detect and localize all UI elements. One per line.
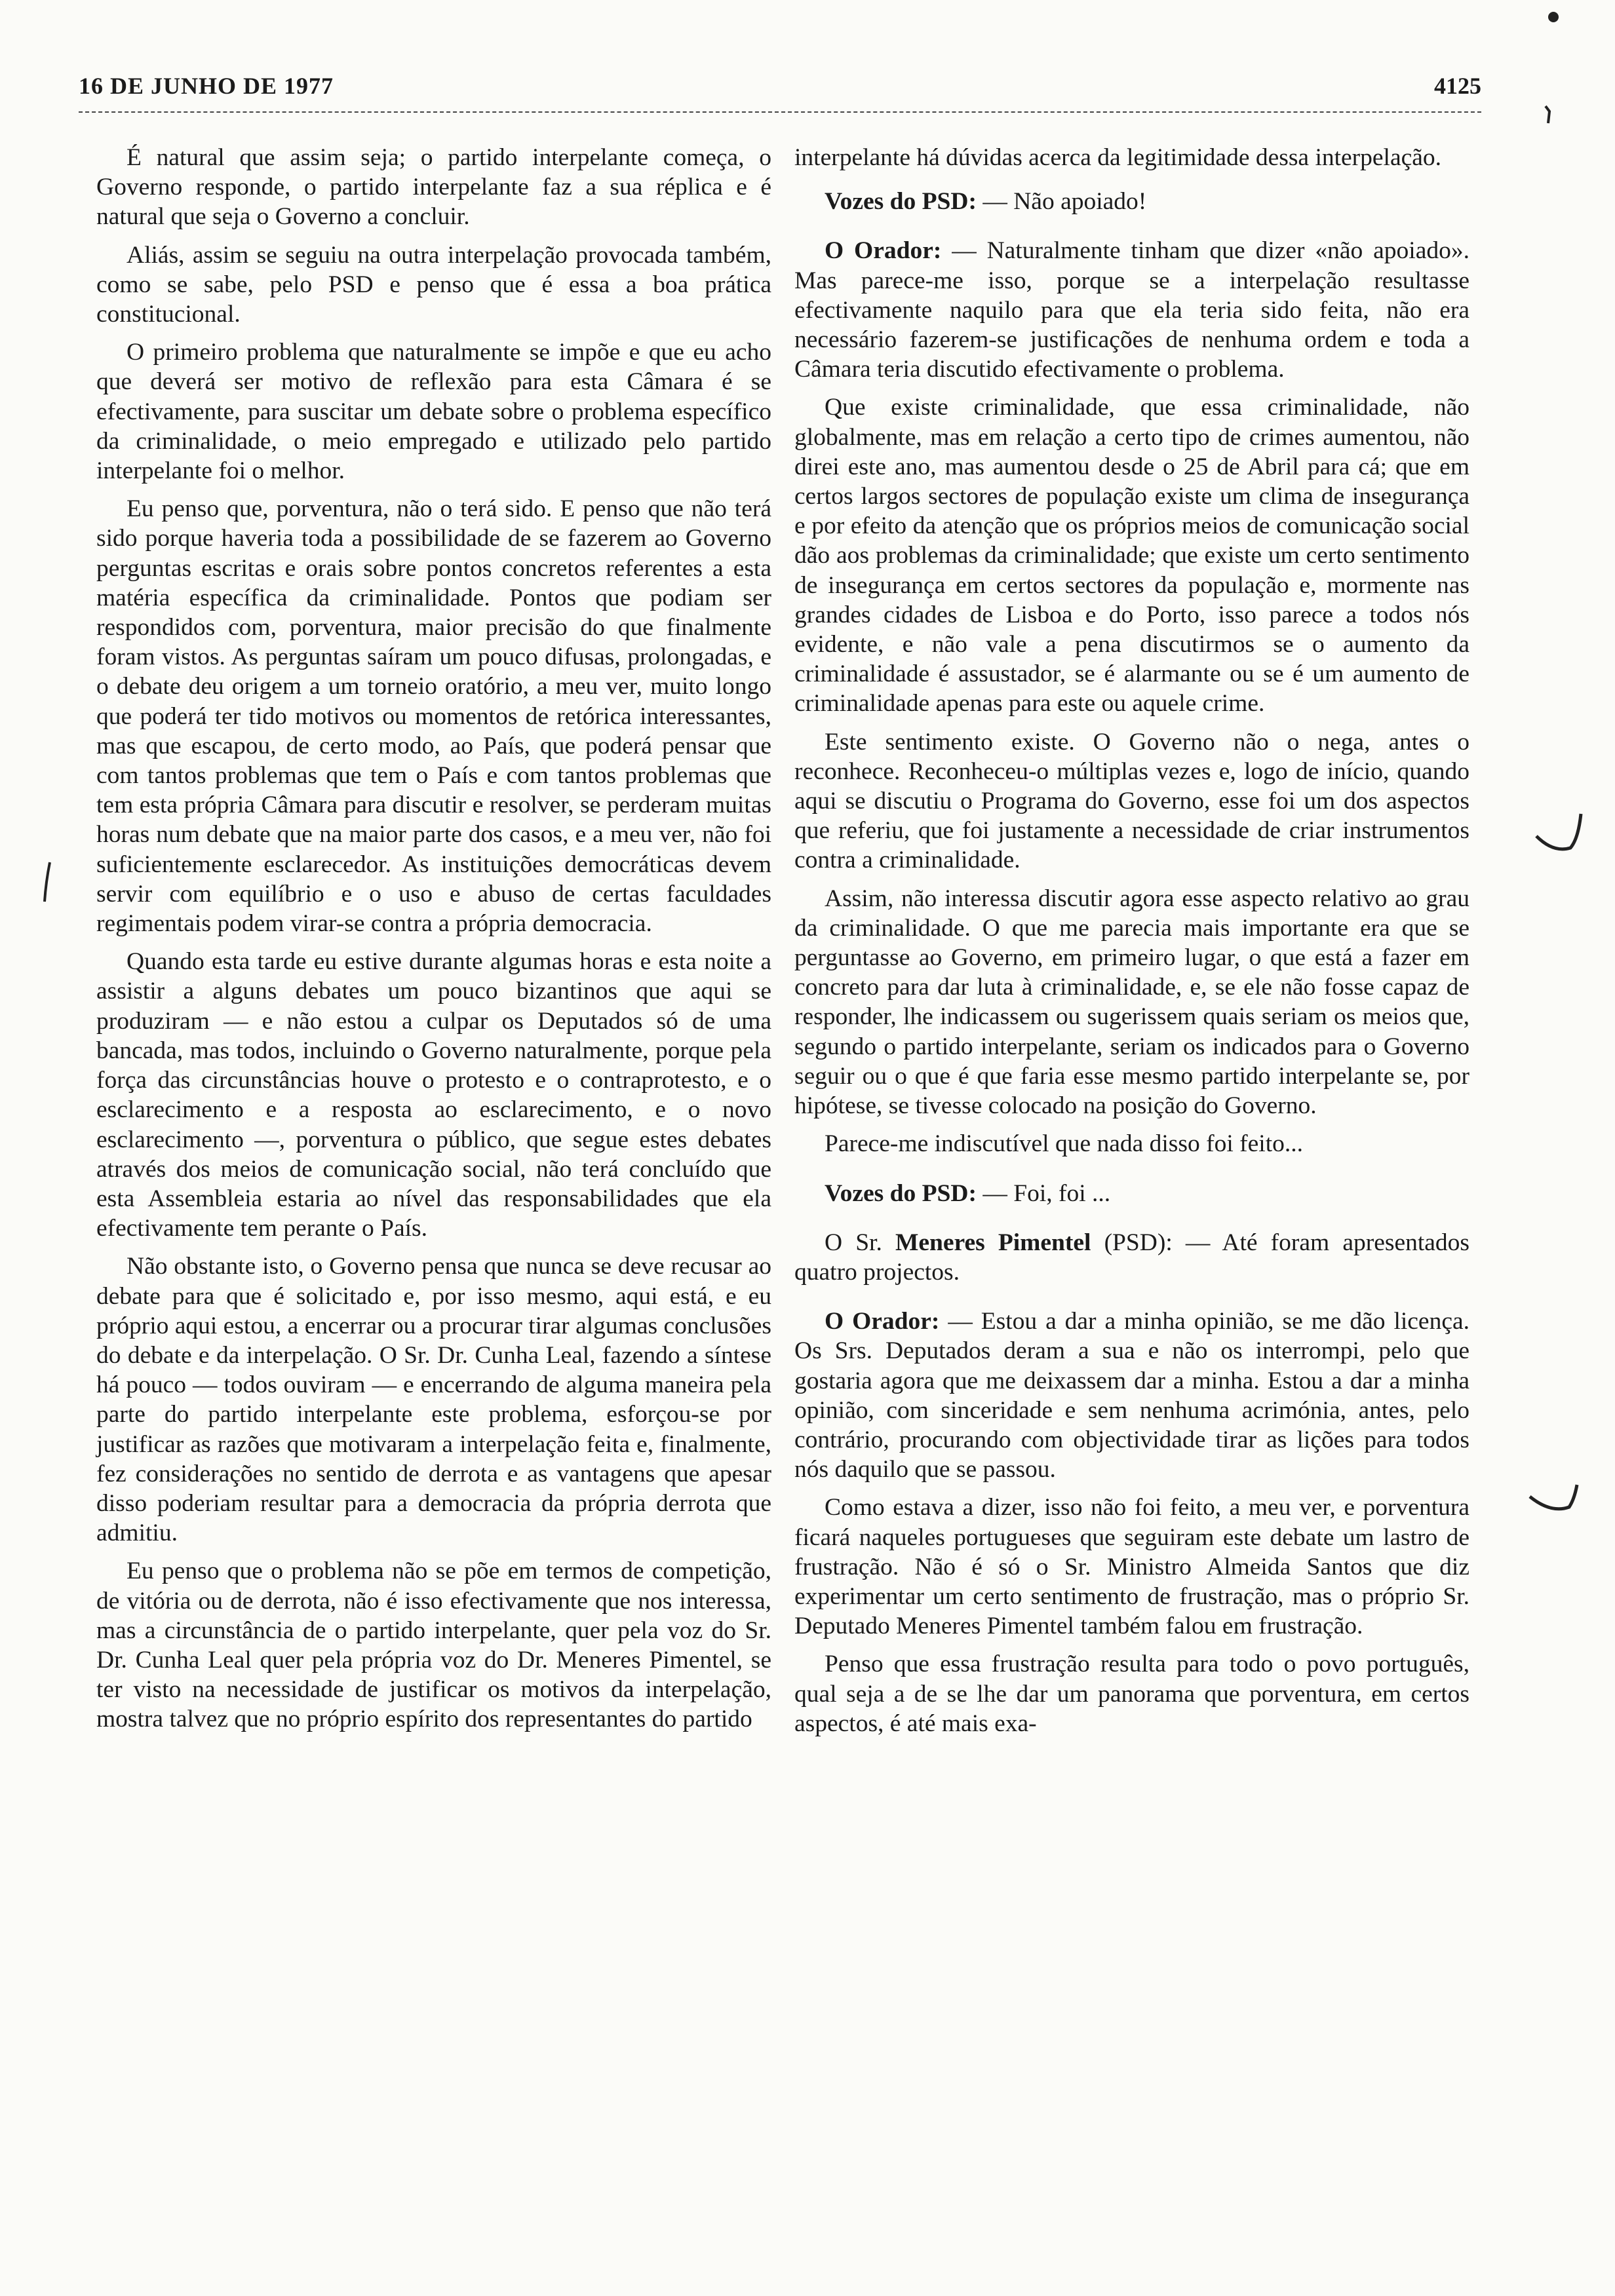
pen-tick-mark [1542, 104, 1557, 127]
paragraph: O primeiro problema que naturalmente se impõe e que eu acho que deverá ser motivo de reflexão para esta Câmara é se efectivamente, para suscitar um debate sobre o problema específico da criminalidade, o meio empregado e utilizado pelo partido interpelante foi o melhor. [96, 339, 771, 485]
ink-dot-mark [1546, 9, 1561, 25]
paragraph: Penso que essa frustração resulta para todo o povo português, qual seja a de se lhe dar um panorama que porventura, em certos aspectos, é até mais exa- [794, 1651, 1469, 1737]
paragraph: Eu penso que, porventura, não o terá sido. E penso que não terá sido porque haveria toda a possibilidade de se fazerem ao Governo perguntas escritas e orais sobre pontos concretos referentes a esta matéria específica da criminalidade. Pontos que podiam ser respondidos com, porventura, maior precisão do que finalmente foram vistos. As perguntas saíram um pouco difusas, prolongadas, e o debate deu origem a um torneio oratório, a meu ver, muito longo que poderá ter tido motivos ou momentos de retórica interessantes, mas que escapou, de certo modo, ao País, que poderá pensar que com tantos problemas que tem o País e com tantos problemas que tem esta própria Câmara para discutir e resolver, se perderam muitas horas num debate que na maior parte dos casos, e a meu ver, não foi suficientemente esclarecedor. As instituições democráticas devem servir com equilíbrio e o uso e abuso de certas faculdades regimentais podem virar-se contra a própria democracia. [96, 495, 771, 938]
speech-text: — Estou a dar a minha opinião, se me dão licença. Os Srs. Deputados deram a sua e não os interrompi, pelo que gostaria agora que me deixassem dar a minha. Estou a dar a minha opinião, com sinceridade e sem nenhuma acrimónia, antes, pelo contrário, procurando com objectividade tirar as lições para todos nós daquilo que se passou. [794, 1308, 1469, 1483]
paragraph: Como estava a dizer, isso não foi feito, a meu ver, e porventura ficará naqueles portugueses que seguiram este debate um lastro de frustração. Não é só o Sr. Ministro Almeida Santos que diz experimentar um certo sentimento de frustração, mas o próprio Sr. Deputado Meneres Pimentel também falou em frustração. [794, 1494, 1469, 1640]
pen-stroke-mark [38, 860, 58, 906]
speech-turn [794, 236, 1469, 384]
paragraph: Que existe criminalidade, que essa criminalidade, não globalmente, mas em relação a certo tipo de crimes aumentou, não direi este ano, mas aumentou desde o 25 de Abril para cá; que em certos largos sectores de população existe um clima de insegurança e por efeito da atenção que os próprios meios de comunicação social dão aos problemas da criminalidade; que existe um certo sentimento de insegurança em certos sectores da população e, mormente nas grandes cidades de Lisboa e do Porto, isso parece a todos nós evidente, e não vale a pena discutirmos se o aumento da criminalidade é assustador, se é alarmante ou se é um aumento de criminalidade apenas para este ou aquele crime. [794, 394, 1469, 718]
speech-turn [794, 1228, 1469, 1287]
speech-text: — Naturalmente tinham que dizer «não apoiado». Mas parece-me isso, porque se a interpelação resultasse efectivamente naquilo para que ela teria sido feita, não era necessário fazerem-se justificações de nenhuma ordem e toda a Câmara teria discutido efectivamente o problema. [794, 237, 1469, 383]
speaker-name: Vozes do PSD: [825, 188, 977, 216]
speech-text: (PSD): — Até foram apresentados quatro projectos. [794, 1229, 1470, 1286]
speech-turn [794, 187, 1469, 216]
paragraph: interpelante há dúvidas acerca da legitimidade dessa interpelação. [794, 144, 1442, 171]
speech-text: — Foi, foi ... [976, 1179, 1111, 1207]
paragraph: Não obstante isto, o Governo pensa que nunca se deve recusar ao debate para que é solicitado e, por isso mesmo, aqui está, e eu próprio aqui estou, a encerrar ou a procurar tirar algumas conclusões do debate e da interpelação. O Sr. Dr. Cunha Leal, fazendo a síntese há pouco — todos ouviram — e encerrando de alguma maneira pela parte do partido interpelante este problema, esforçou-se por justificar as razões que motivaram a interpelação feita e, finalmente, fez considerações no sentido de derrota e as vantagens que apesar disso poderiam resultar para a democracia da própria derrota que admitiu. [96, 1253, 771, 1547]
paragraph: Aliás, assim se seguiu na outra interpelação provocada também, como se sabe, pelo PSD e penso que é essa a boa prática constitucional. [96, 241, 771, 328]
paragraph: É natural que assim seja; o partido interpelante começa, o Governo responde, o partido interpelante faz a sua réplica e é natural que seja o Governo a concluir. [96, 144, 771, 231]
speaker-name: O Orador: [825, 1308, 940, 1335]
paragraph: Parece-me indiscutível que nada disso foi feito... [825, 1130, 1303, 1158]
page-header [79, 72, 1481, 113]
speaker-prefix: O Sr. [825, 1229, 895, 1256]
speech-text: — Não apoiado! [976, 188, 1147, 216]
speaker-name: Meneres Pimentel [895, 1229, 1091, 1256]
speech-turn [794, 1179, 1469, 1208]
speaker-name: Vozes do PSD: [825, 1179, 977, 1207]
paragraph: Eu penso que o problema não se põe em termos de competição, de vitória ou de derrota, não é isso efectivamente que nos interessa, mas a circunstância de o partido interpelante, quer pela voz do Sr. Dr. Cunha Leal quer pela própria voz do Dr. Meneres Pimentel, se ter visto na necessidade de justificar os motivos da interpelação, mostra talvez que no próprio espírito dos representantes do partido [96, 1558, 771, 1733]
right-column [794, 143, 1469, 1747]
header-date: 16 DE JUNHO DE 1977 [79, 73, 334, 99]
paragraph: Este sentimento existe. O Governo não o nega, antes o reconhece. Reconheceu-o múltiplas vezes e, logo de início, quando aqui se discutiu o Programa do Governo, esse foi um dos aspectos que referiu, que foi justamente a necessidade de criar instrumentos contra a criminalidade. [794, 728, 1469, 874]
checkmark-icon [1534, 810, 1586, 856]
paragraph: Assim, não interessa discutir agora esse aspecto relativo ao grau da criminalidade. O que me parecia mais importante era que se perguntasse ao Governo, em primeiro lugar, o que está a fazer em concreto para dar luta à criminalidade, e, se ele não fosse capaz de responder, lhe indicassem ou sugerissem quais seriam os meios que, segundo o partido interpelante, seriam os indicados para o Governo seguir ou o que é que faria esse mesmo partido interpelante se, por hipótese, se tivesse colocado na posição do Governo. [794, 885, 1469, 1120]
left-column [96, 143, 771, 1743]
page-number: 4125 [1434, 73, 1481, 99]
speech-turn [794, 1307, 1469, 1484]
checkmark-icon [1528, 1482, 1581, 1521]
paragraph: Quando esta tarde eu estive durante algumas horas e esta noite a assistir a alguns debates um pouco bizantinos que aqui se produziram — e não estou a culpar os Deputados só de uma bancada, mas todos, incluindo o Governo naturalmente, porque pela força das circunstâncias houve o protesto e o contraprotesto, e o esclarecimento e a resposta ao esclarecimento, e o novo esclarecimento —, porventura o público, que segue estes debates através dos meios de comunicação social, não terá concluído que esta Assembleia estaria ao nível das responsabilidades que ela efectivamente tem perante o País. [96, 948, 771, 1242]
speaker-name: O Orador: [825, 237, 942, 265]
